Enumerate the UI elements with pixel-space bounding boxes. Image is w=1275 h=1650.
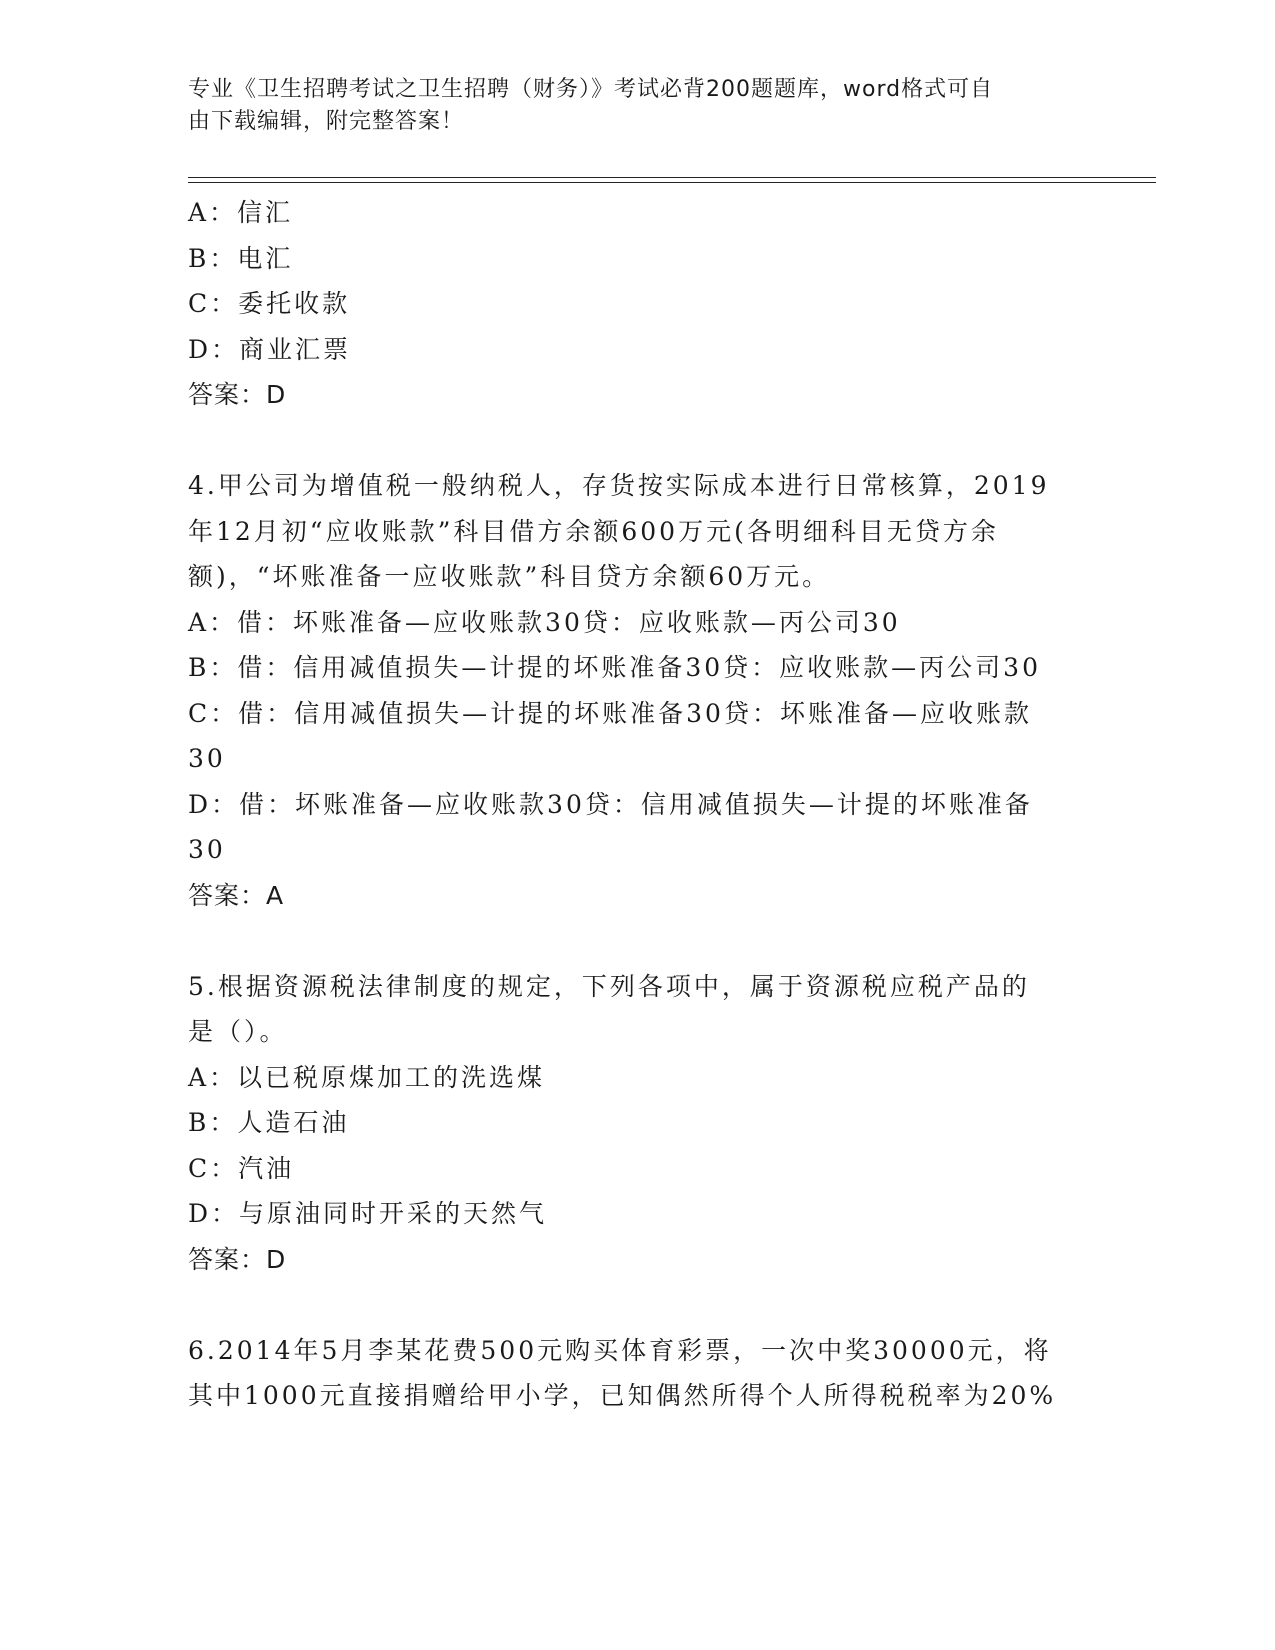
question-text-line: 额)，“坏账准备一应收账款”科目贷方余额60万元。	[188, 562, 831, 591]
question-3	[188, 190, 1068, 418]
question-text-line: 6.2014年5月李某花费500元购买体育彩票，一次中奖30000元，将	[188, 1335, 1052, 1365]
spacer	[188, 1282, 1068, 1328]
option-a: A：以已税原煤加工的洗选煤	[188, 1062, 546, 1092]
spacer	[188, 418, 1068, 464]
answer: 答案：D	[188, 1244, 287, 1274]
option-c: C：汽油	[188, 1153, 295, 1183]
option-c-continued: 30	[188, 744, 226, 773]
question-text-line: 年12月初“应收账款”科目借方余额600万元(各明细科目无贷方余	[188, 516, 999, 546]
question-6	[188, 1328, 1068, 1419]
header-divider-bottom	[188, 182, 1156, 183]
header-line-2: 由下载编辑，附完整答案！	[188, 109, 465, 134]
option-d-continued: 30	[188, 835, 226, 864]
option-b: B：借：信用减值损失—计提的坏账准备30贷：应收账款—丙公司30	[188, 653, 1041, 682]
option-d: D：与原油同时开采的天然气	[188, 1199, 548, 1228]
option-d: D：借：坏账准备—应收账款30贷：信用减值损失—计提的坏账准备	[188, 789, 1033, 819]
document-body	[188, 190, 1068, 1419]
question-text-line: 是（）。	[188, 1017, 288, 1046]
option-d: D：商业汇票	[188, 334, 352, 364]
document-header	[188, 74, 1068, 138]
option-b: B：人造石油	[188, 1108, 350, 1137]
answer: 答案：A	[188, 880, 285, 910]
answer: 答案：D	[188, 380, 287, 409]
question-text-line: 4.甲公司为增值税一般纳税人，存货按实际成本进行日常核算，2019	[188, 471, 1050, 500]
spacer	[188, 918, 1068, 964]
question-text-line: 其中1000元直接捐赠给甲小学，已知偶然所得个人所得税税率为20%	[188, 1381, 1057, 1410]
option-a: A：信汇	[188, 198, 294, 227]
option-c: C：委托收款	[188, 289, 351, 318]
question-text-line: 5.根据资源税法律制度的规定，下列各项中，属于资源税应税产品的	[188, 971, 1030, 1001]
question-5	[188, 964, 1068, 1283]
header-line-1: 专业《卫生招聘考试之卫生招聘（财务）》考试必背200题题库，word格式可自	[188, 77, 994, 102]
option-a: A：借：坏账准备—应收账款30贷：应收账款—丙公司30	[188, 607, 901, 637]
option-c: C：借：信用减值损失—计提的坏账准备30贷：坏账准备—应收账款	[188, 698, 1032, 728]
header-divider-top	[188, 177, 1156, 178]
option-b: B：电汇	[188, 243, 294, 273]
question-4	[188, 463, 1068, 918]
